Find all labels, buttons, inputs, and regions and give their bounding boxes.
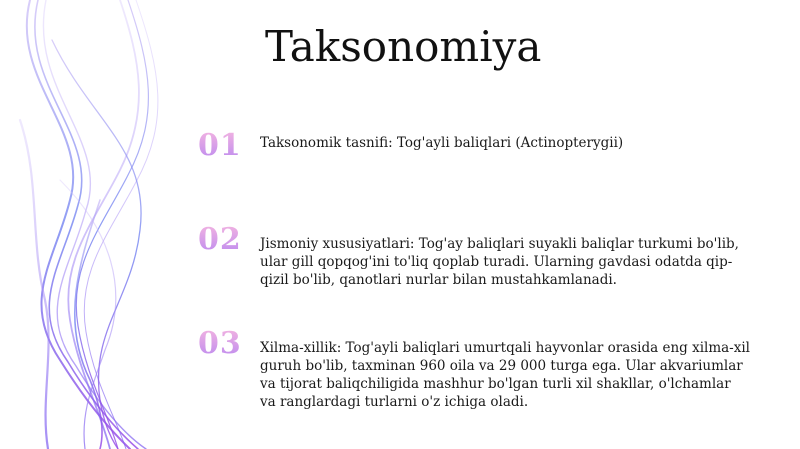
- item-text: Xilma-xillik: Tog'ayli baliqlari umurtqali hayvonlar orasida eng xilma-xil guruh bo'lib, taxminan 960 oila va 29 000 turga ega. Ular akvariumlar va tijorat baliqchiligida mashhur bo'lgan turli xil shakllar, o'lchamlar va ranglardagi turlarni o'z ichiga oladi.: [260, 340, 750, 410]
- slide-title: Taksonomiya: [265, 22, 542, 71]
- decorative-smoke-wave: [0, 0, 200, 449]
- item-number: 02: [198, 222, 242, 257]
- item-text: Jismoniy xususiyatlari: Tog'ay baliqlari suyakli baliqlar turkumi bo'lib, ular gill qopqog'ini to'liq qoplab turadi. Ularning gavdasi odatda qip-qizil bo'lib, qanotlari nurlar bilan mustahkamlanadi.: [260, 236, 739, 288]
- item-number: 01: [198, 128, 242, 163]
- item-number: 03: [198, 326, 242, 361]
- item-text: Taksonomik tasnifi: Tog'ayli baliqlari (Actinopterygii): [260, 135, 624, 151]
